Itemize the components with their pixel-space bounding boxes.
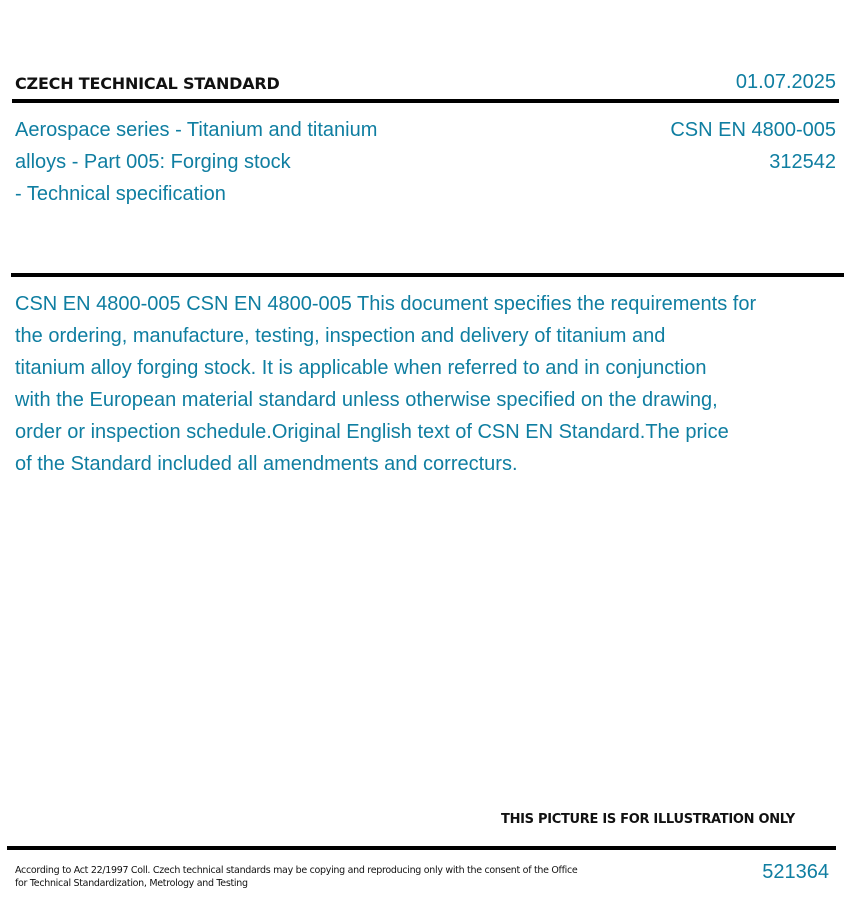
publication-date: 01.07.2025 (735, 71, 836, 93)
document-id: 521364 (762, 861, 829, 883)
standard-title-line: - Technical specification (15, 183, 226, 205)
standard-title-line: Aerospace series - Titanium and titanium (15, 119, 378, 141)
legal-line: for Technical Standardization, Metrology and Testing (15, 878, 248, 889)
section-divider (11, 273, 844, 277)
abstract-line: the ordering, manufacture, testing, inspection and delivery of titanium and (15, 325, 666, 347)
footer-divider (7, 846, 836, 850)
standard-title-line: alloys - Part 005: Forging stock (15, 151, 291, 173)
abstract-line: titanium alloy forging stock. It is applicable when referred to and in conjunction (15, 357, 707, 379)
header-divider (12, 99, 839, 103)
abstract-line: CSN EN 4800-005 CSN EN 4800-005 This document specifies the requirements for (15, 293, 757, 315)
standard-title (15, 114, 435, 210)
header-title: CZECH TECHNICAL STANDARD (15, 74, 280, 93)
abstract-line: order or inspection schedule.Original English text of CSN EN Standard.The price (15, 421, 729, 443)
standard-number: 312542 (769, 151, 836, 173)
abstract-text (15, 288, 835, 480)
abstract-line: with the European material standard unless otherwise specified on the drawing, (15, 389, 718, 411)
abstract-line: of the Standard included all amendments and correcturs. (15, 453, 518, 475)
standard-code: CSN EN 4800-005 (670, 119, 836, 141)
legal-notice (15, 864, 577, 890)
legal-line: According to Act 22/1997 Coll. Czech technical standards may be copying and reproducing only with the consent of the Office (15, 865, 578, 876)
illustration-note: THIS PICTURE IS FOR ILLUSTRATION ONLY (501, 812, 795, 827)
